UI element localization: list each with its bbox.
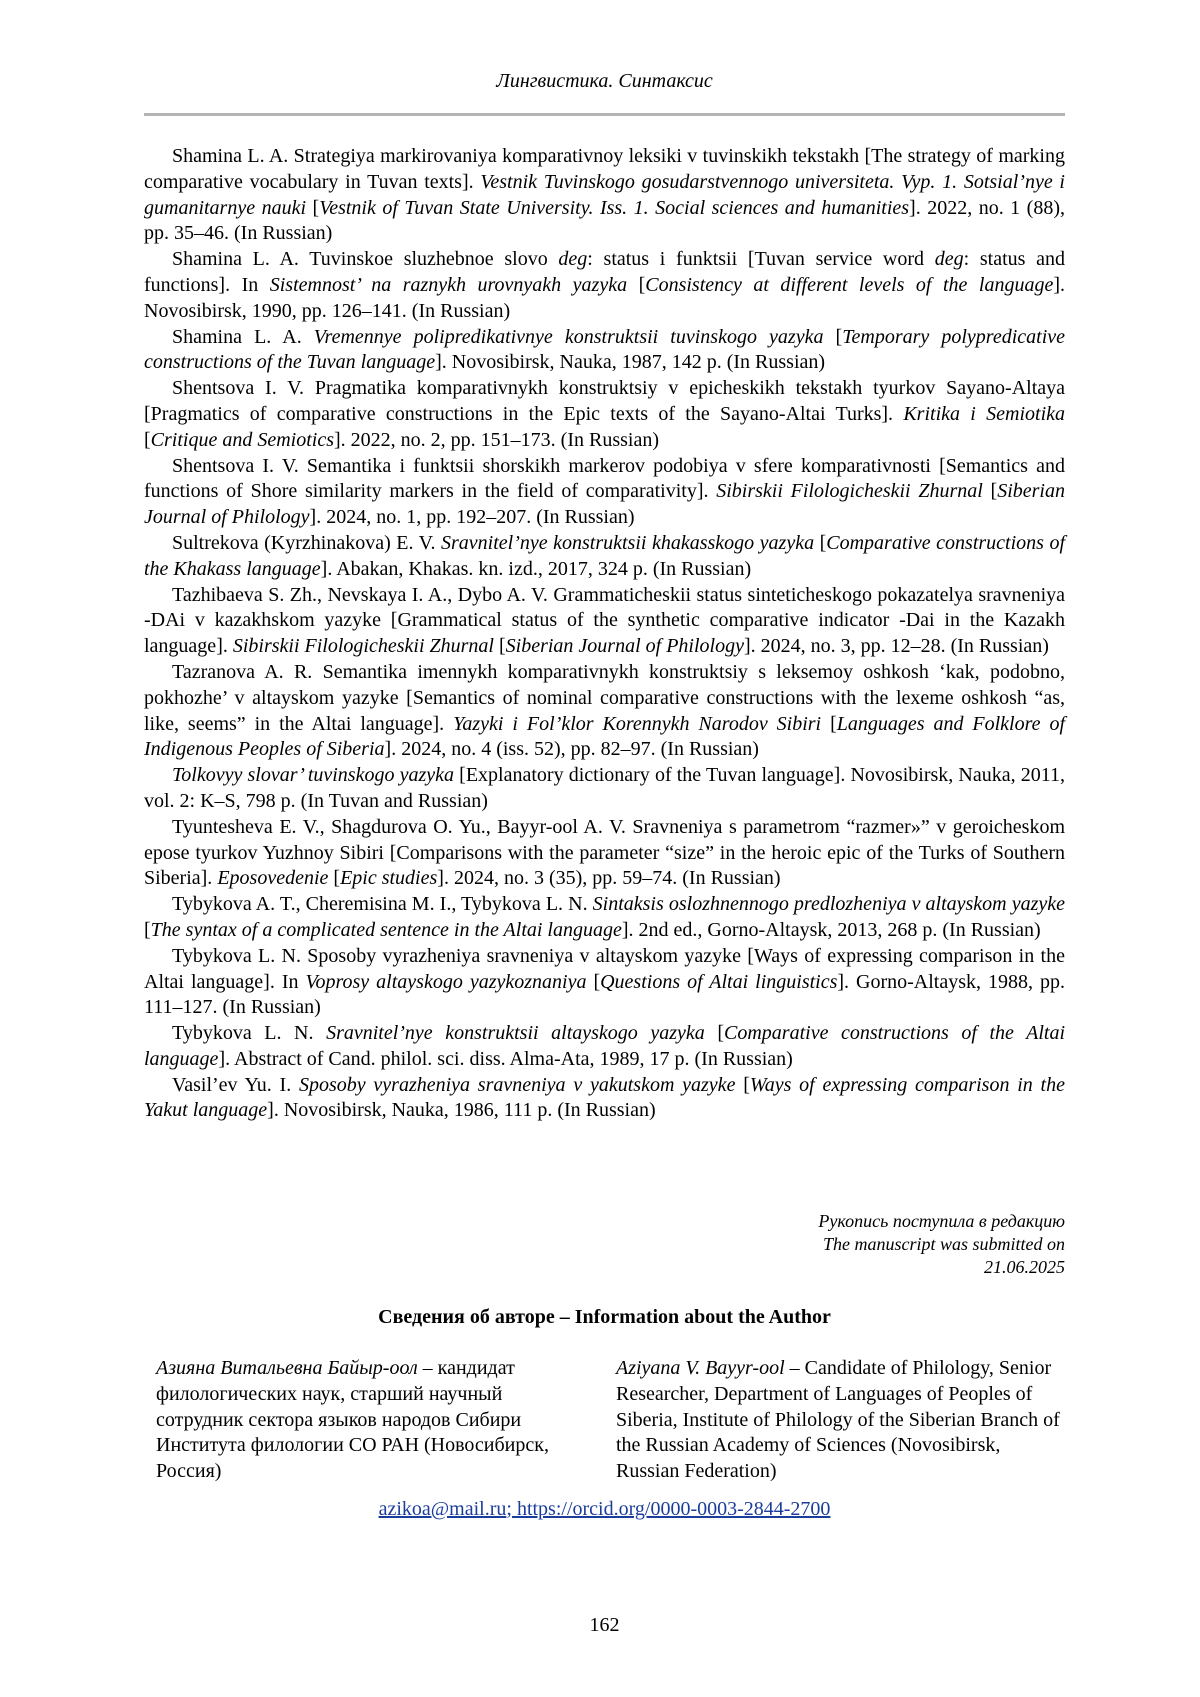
reference-entry	[144, 247, 1065, 324]
reference-text: [	[627, 273, 646, 296]
reference-title: Ways of expressing comparison in the Yakut language	[144, 1073, 1065, 1122]
reference-text: Tybykova A. T., Cheremisina M. I., Tybykova L. N.	[172, 893, 593, 916]
reference-text: [	[735, 1073, 750, 1096]
reference-title: Sibirskii Filologicheskii Zhurnal	[716, 480, 983, 503]
reference-text: Tybykova L. N.	[172, 1022, 327, 1045]
reference-text: Shamina L. A.	[172, 325, 314, 348]
reference-text: Shentsova I. V. Semantika i funktsii shorskikh markerov podobiya v sfere komparativnosti [Semantics and functions of Shore similarity markers in the field of comparativity].	[144, 454, 1065, 503]
reference-title: Yazyki i Fol’klor Korennykh Narodov Sibiri	[453, 712, 822, 735]
reference-text: [	[821, 712, 837, 735]
author-info-title: Сведения об авторе – Information about the Author	[378, 1306, 831, 1328]
reference-title: Sravnitel’nye konstruktsii khakasskogo yazyka	[441, 531, 815, 554]
reference-text: ]. Novosibirsk, 1990, pp. 126–141. (In Russian)	[144, 273, 1065, 322]
page-number: 162	[589, 1614, 620, 1636]
reference-entry	[144, 583, 1065, 660]
reference-text: [	[704, 1022, 725, 1045]
reference-text: [	[823, 325, 843, 348]
reference-title: Tolkovyy slovar’ tuvinskogo yazyka	[172, 764, 455, 787]
author-description-ru: – кандидат филологических наук, старший научный сотрудник сектора языков народов Сибири Института филологии СО РАН (Новосибирск, Россия)	[156, 1357, 549, 1483]
reference-text: ]. 2024, no. 3 (35), pp. 59–74. (In Russian)	[437, 867, 781, 890]
reference-text: ]. 2nd ed., Gorno-Altaysk, 2013, 268 p. (In Russian)	[621, 918, 1041, 941]
reference-text: ]. 2024, no. 1, pp. 192–207. (In Russian)	[309, 506, 635, 529]
reference-text: Shamina L. A. Strategiya markirovaniya komparativnoy leksiki v tuvinskikh tekstakh [The strategy of marking comparative vocabulary in Tuvan texts].	[144, 145, 1065, 193]
author-info-en	[616, 1356, 1066, 1485]
reference-text: ]. Abakan, Khakas. kn. izd., 2017, 324 p. (In Russian)	[320, 557, 752, 580]
submission-note	[700, 1210, 1065, 1279]
reference-text: [	[144, 428, 151, 451]
reference-text: ]. Novosibirsk, Nauka, 1986, 111 p. (In Russian)	[267, 1099, 656, 1122]
reference-title: Vestnik Tuvinskogo gosudarstvennogo universiteta. Vyp. 1. Sotsial’nye i gumanitarnye nauki	[144, 170, 1065, 219]
email-link[interactable]: azikoa@mail.ru	[378, 1498, 507, 1520]
reference-text: ]. Novosibirsk, Nauka, 1987, 142 p. (In Russian)	[435, 351, 826, 374]
submission-note-ru: Рукопись поступила в редакцию	[818, 1211, 1065, 1231]
reference-entry	[144, 815, 1065, 892]
reference-title: The syntax of a complicated sentence in the Altai language	[150, 918, 622, 941]
reference-text: Tazhibaeva S. Zh., Nevskaya I. A., Dybo A. V. Grammaticheskii status sinteticheskogo pokazatelya sravneniya -DAi v kazakhskom yazyke [Grammatical status of the synthetic comparative indicator -Dai in the Kazakh language].	[144, 583, 1065, 658]
reference-text: [	[982, 480, 998, 503]
reference-entry	[144, 454, 1065, 531]
submission-note-en: The manuscript was submitted on	[822, 1234, 1065, 1254]
reference-entry	[144, 1073, 1065, 1125]
running-title: Лингвистика. Синтаксис	[496, 70, 713, 92]
reference-title: Sistemnost’ na raznykh urovnyakh yazyka	[269, 273, 628, 296]
reference-text: [Explanatory dictionary of the Tuvan language]. Novosibirsk, Nauka, 2011, vol. 2: K–S, 798 p. (In Tuvan and Russian)	[144, 764, 1065, 812]
reference-text: : status i funktsii [Tuvan service word	[587, 248, 935, 271]
author-contacts	[144, 1498, 1065, 1521]
reference-text: [	[306, 196, 320, 219]
reference-text: Shamina L. A. Tuvinskoe sluzhebnoe slovo	[172, 248, 559, 271]
reference-title: Epic studies	[340, 867, 438, 890]
reference-entry	[144, 660, 1065, 763]
reference-title: Comparative constructions of the Khakass language	[144, 531, 1066, 580]
reference-text: [	[328, 867, 341, 890]
submission-date: 21.06.2025	[984, 1257, 1065, 1277]
author-info-ru	[156, 1356, 586, 1485]
reference-text: Shentsova I. V. Pragmatika komparativnykh konstruktsiy v epicheskikh tekstakh tyurkov Sayano-Altaya [Pragmatics of comparative constructions in the Epic texts of the Sayano-Altai Turks].	[144, 377, 1065, 425]
author-name-ru: Азияна Витальевна Байыр-оол	[156, 1357, 418, 1379]
reference-title: deg	[934, 248, 964, 271]
reference-text: ]. 2024, no. 4 (iss. 52), pp. 82–97. (In Russian)	[384, 738, 759, 761]
reference-text: Tybykova L. N. Sposoby vyrazheniya sravneniya v altayskom yazyke [Ways of expressing comparison in the Altai language]. In	[144, 944, 1065, 993]
reference-list	[144, 144, 1065, 1124]
reference-text: [	[144, 918, 151, 941]
reference-entry	[144, 944, 1065, 1021]
reference-title: deg	[558, 248, 588, 271]
reference-title: Temporary polypredicative constructions of the Tuvan language	[144, 325, 1066, 374]
reference-entry	[144, 144, 1065, 247]
reference-title: Voprosy altayskogo yazykoznaniya	[305, 970, 587, 993]
reference-title: Vestnik of Tuvan State University. Iss. 1. Social sciences and humanities	[319, 196, 910, 219]
reference-title: Consistency at different levels of the language	[645, 273, 1054, 296]
reference-title: Siberian Journal of Philology	[505, 635, 744, 658]
contact-separator: ;	[506, 1498, 512, 1520]
reference-title: Kritika i Semiotika	[903, 402, 1065, 425]
reference-title: Sintaksis oslozhnennogo predlozheniya v altayskom yazyke	[592, 893, 1065, 916]
reference-title: Sravnitel’nye konstruktsii altayskogo yazyka	[326, 1022, 705, 1045]
author-description-en: – Candidate of Philology, Senior Researcher, Department of Languages of Peoples of Siberia, Institute of Philology of the Siberian Branch of the Russian Academy of Sciences (Novosibirsk, Russian Federation)	[616, 1357, 1060, 1483]
reference-title: Sposoby vyrazheniya sravneniya v yakutskom yazyke	[298, 1073, 736, 1096]
header-rule	[144, 113, 1065, 116]
reference-entry	[144, 1021, 1065, 1073]
reference-text: [	[586, 970, 601, 993]
reference-text: ]. 2024, no. 3, pp. 12–28. (In Russian)	[743, 635, 1049, 658]
reference-entry	[144, 531, 1065, 583]
reference-text: Tyuntesheva E. V., Shagdurova O. Yu., Bayyr-ool A. V. Sravneniya s parametrom “razmer»” v geroicheskom epose tyurkov Yuzhnoy Sibiri [Comparisons with the parameter “size” in the heroic epic of the Turks of Southern Siberia].	[144, 815, 1065, 890]
reference-text: [	[814, 531, 827, 554]
reference-text: Vasil’ev Yu. I.	[172, 1073, 299, 1096]
reference-text: Sultrekova (Kyrzhinakova) E. V.	[172, 531, 441, 554]
reference-title: Critique and Semiotics	[150, 428, 334, 451]
author-name-en: Aziyana V. Bayyr-ool	[616, 1357, 785, 1379]
reference-text: ]. Abstract of Cand. philol. sci. diss. Alma-Ata, 1989, 17 p. (In Russian)	[218, 1047, 793, 1070]
reference-entry	[144, 763, 1065, 815]
reference-title: Languages and Folklore of Indigenous Peoples of Siberia	[144, 712, 1066, 761]
reference-text: Tazranova A. R. Semantika imennykh komparativnykh konstruktsiy s leksemoy oshkosh ‘kak, podobno, pokhozhe’ v altayskom yazyke [Semantics of nominal comparative constructions with the lexeme oshkosh “as, like, seems” in the Altai language].	[144, 660, 1065, 735]
reference-entry	[144, 325, 1065, 377]
reference-title: Vremennye polipredikativnye konstruktsii tuvinskogo yazyka	[313, 325, 824, 348]
reference-text: [	[493, 635, 506, 658]
reference-text: ]. 2022, no. 1 (88), pp. 35–46. (In Russian)	[144, 196, 1065, 245]
reference-entry	[144, 376, 1065, 453]
reference-entry	[144, 892, 1065, 944]
reference-text: ]. 2022, no. 2, pp. 151–173. (In Russian)	[334, 428, 659, 451]
reference-title: Siberian Journal of Philology	[144, 480, 1065, 529]
reference-title: Eposovedenie	[217, 867, 329, 890]
reference-title: Questions of Altai linguistics	[600, 970, 838, 993]
reference-text: ]. Gorno-Altaysk, 1988, pp. 111–127. (In Russian)	[144, 970, 1066, 1019]
reference-text: : status and functions]. In	[144, 248, 1065, 296]
reference-title: Sibirskii Filologicheskii Zhurnal	[232, 635, 494, 658]
reference-title: Comparative constructions of the Altai language	[144, 1022, 1065, 1070]
orcid-link[interactable]: https://orcid.org/0000-0003-2844-2700	[511, 1498, 831, 1520]
